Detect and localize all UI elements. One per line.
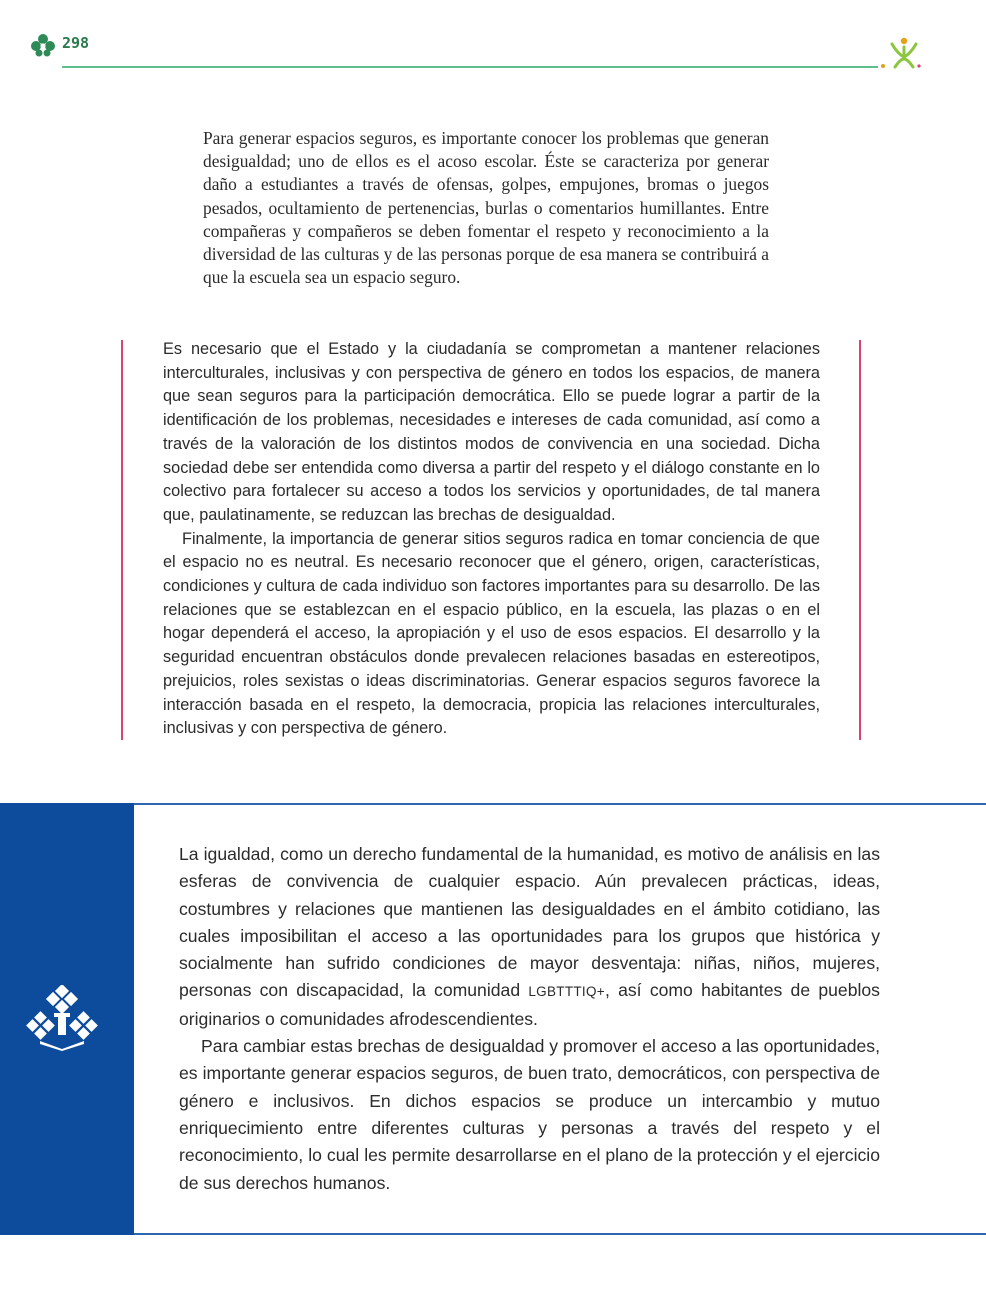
blue-paragraph-1 [179,841,880,1033]
page-header [0,0,986,80]
blue-paragraph-1-start: La igualdad, como un derecho fundamental de la humanidad, es motivo de análisis en las esferas de convivencia de cualquier espacio. Aún prevalecen prácticas, ideas, costumbres y relaciones que mantienen las desigualdades en el ámbito cotidiano, las cuales imposibilitan el acceso a las oportunidades para los grupos que histórica y socialmente han sufrido condiciones de mayor desventaja: niñas, niños, mujeres, personas con discapacidad, la comunidad [179,844,880,1001]
framed-text-block [163,338,820,741]
framed-paragraph-2: Finalmente, la importancia de generar sitios seguros radica en tomar conciencia de que el espacio no es neutral. Es necesario reconocer que el género, origen, características, condiciones y cultura de cada individuo son factores importantes para su desarrollo. De las relaciones que se establezcan en el espacio público, en la escuela, las plazas o en el hogar dependerá el acceso, la apropiación y el uso de esos espacios. El desarrollo y la seguridad encuentran obstáculos donde prevalecen relaciones basadas en estereotipos, prejuicios, roles sexistas o ideas discriminatorias. Generar espacios seguros favorece la interacción basada en el respeto, la democracia, propicia las relaciones interculturales, inclusivas y con perspectiva de género. [163,529,820,738]
header-dot [881,64,885,68]
lgbt-acronym: LGBTTTIQ+ [528,984,605,1000]
right-accent-bar [859,340,861,740]
figure-logo-icon [886,35,922,71]
blue-paragraph-1-end: , así como habitantes de pueblos originarios o comunidades afrodescendientes. [179,980,880,1029]
clover-icon [30,33,56,57]
blue-section-text [179,841,880,1197]
header-rule [62,66,878,68]
left-accent-bar [121,340,123,740]
blue-section-bottom-rule [134,1233,986,1235]
blue-paragraph-2: Para cambiar estas brechas de desigualdad y promover el acceso a las oportunidades, es importante generar espacios seguros, de buen trato, democráticos, con perspectiva de género e inclusivos. En dichos espacios se produce un intercambio y mutuo enriquecimiento entre diferentes culturas y personas a través del respeto y el reconocimiento, lo cual les permite desarrollarse en el plano de la protección y el ejercicio de sus derechos humanos. [179,1036,880,1193]
page-number: 298 [62,34,90,52]
framed-paragraph-1: Es necesario que el Estado y la ciudadanía se comprometan a mantener relaciones interculturales, inclusivas y con perspectiva de género en todos los espacios, de manera que sean seguros para la participación democrática. Ello se puede lograr a partir de la identificación de los problemas, necesidades e intereses de cada comunidad, así como a través de la valoración de los distintos modos de convivencia en una sociedad. Dicha sociedad debe ser entendida como diversa a partir del respeto y el diálogo constante en lo colectivo para fortalecer su acceso a todos los servicios y oportunidades, de tal manera que, paulatinamente, se reduzcan las brechas de desigualdad. [163,340,820,524]
blue-section-top-rule [0,803,986,805]
snowflake-emblem-icon [26,985,98,1051]
quote-paragraph: Para generar espacios seguros, es importante conocer los problemas que generan desigualdad; uno de ellos es el acoso escolar. Éste se caracteriza por generar daño a estudiantes a través de ofensas, golpes, empujones, bromas o juegos pesados, ocultamiento de pertenencias, burlas o comentarios humillantes. Entre compañeras y compañeros se deben fomentar el respeto y reconocimiento a la diversidad de las culturas y de las personas porque de esa manera se contribuirá a que la escuela sea un espacio seguro. [203,128,769,288]
